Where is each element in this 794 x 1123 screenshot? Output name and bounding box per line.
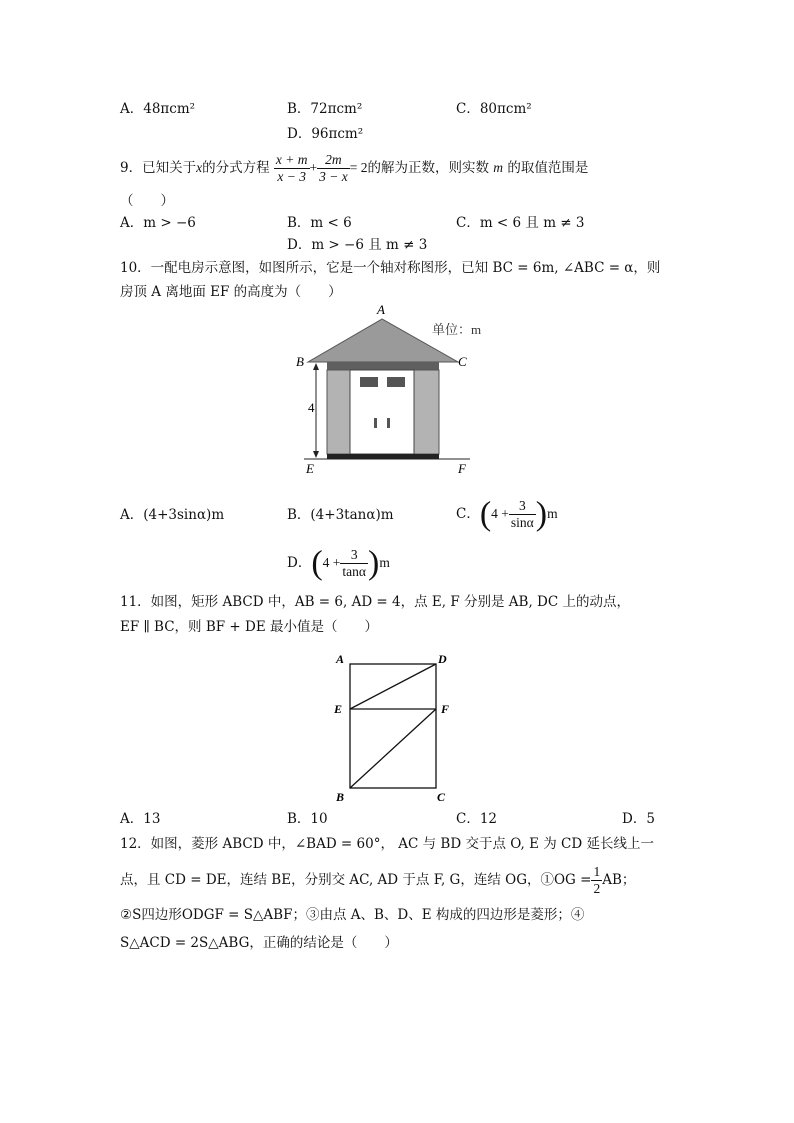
q12-stem-line2-pre: 点，且 CD = DE，连结 BE，分别交 AC, AD 于点 F, G，连结 OG，①OG = (120, 872, 592, 888)
q9-fraction-2: $\frac{2m}{3 - x}$ (319, 152, 348, 184)
label-e: E (306, 461, 314, 476)
q9-option-d: D．m > −6 且 m ≠ 3 (287, 237, 428, 253)
q9-fraction-1: $\frac{x + m}{x - 3}$ (275, 152, 308, 184)
q10-option-c-fraction: $\frac{3}{\sin\alpha}$ (510, 498, 534, 530)
q9-var-m: m (493, 160, 504, 175)
q10-option-c-unit: m (547, 506, 558, 521)
q10-stem-line2: 房顶 A 离地面 EF 的高度为（ ） (120, 284, 342, 300)
q10-option-d-unit: m (379, 555, 390, 570)
q8-option-c: C．80πcm² (456, 101, 532, 117)
q9-equals: = 2 (349, 160, 368, 175)
q12-stem-line1: 12．如图，菱形 ABCD 中，∠BAD = 60°， AC 与 BD 交于点 O, E 为 CD 延长线上一 (120, 836, 654, 852)
q10-option-d-four: 4 + (322, 555, 341, 570)
q9-plus: + (309, 160, 318, 175)
label-a: A (377, 302, 385, 317)
door-window-left (360, 377, 378, 387)
door-handle-right (387, 418, 390, 428)
q12-stem-line4: S△ACD = 2S△ABG，正确的结论是（ ） (120, 935, 398, 951)
q12-stem-line3: ②S四边形ODGF = S△ABF；③由点 A、B、D、E 构成的四边形是菱形；④ (120, 907, 585, 923)
label-b: B (296, 354, 304, 369)
unit-label: 单位：m (432, 322, 482, 337)
q10-option-d: D．(4 + $\frac{3}{\tan\alpha}$ )m (287, 544, 390, 582)
q12-stem-line2-post: AB； (602, 872, 636, 888)
q9-var-x: x (196, 160, 203, 175)
q10-option-c-four: 4 + (491, 506, 509, 521)
q11-option-a: A．13 (120, 811, 161, 827)
q8-option-a: A．48πcm² (120, 101, 196, 117)
q12-half-fraction: $\frac{1}{2}$ (593, 864, 601, 896)
q9-answer-paren: （ ） (120, 193, 174, 209)
dimension-arrow-bottom (313, 451, 319, 458)
label-f: F (458, 461, 466, 476)
q10-option-a: A．(4+3sinα)m (120, 507, 225, 523)
label-height-4: 4 (308, 400, 315, 415)
q8-option-d: D．96πcm² (287, 126, 364, 142)
q11-option-c: C．12 (456, 811, 498, 827)
q10-option-b: B．(4+3tanα)m (287, 507, 394, 523)
q9-stem-mid: 的分式方程 (202, 160, 270, 176)
label-c: C (437, 790, 446, 804)
q10-option-d-label: D． (287, 555, 312, 571)
door-window-right (387, 377, 405, 387)
q11-rectangle-figure (330, 650, 460, 805)
q10-stem-line1: 10．一配电房示意图，如图所示，它是一个轴对称图形，已知 BC = 6m, ∠ABC = α，则 (120, 260, 661, 276)
label-d: D (438, 652, 447, 666)
q11-stem-line2: EF ∥ BC，则 BF + DE 最小值是（ ） (120, 619, 378, 635)
label-f: F (441, 702, 450, 716)
segment-bf (350, 709, 436, 788)
label-c: C (458, 354, 467, 369)
q10-option-d-fraction: $\frac{3}{\tan\alpha}$ (342, 547, 366, 579)
label-e: E (334, 702, 343, 716)
q9-option-a: A．m > −6 (120, 215, 196, 231)
base-strip (327, 454, 439, 459)
q11-option-d: D．5 (622, 811, 655, 827)
q11-stem-line1: 11．如图，矩形 ABCD 中，AB = 6, AD = 4，点 E, F 分别是 AB, DC 上的动点， (120, 594, 631, 610)
q10-option-c-label: C． (456, 506, 480, 522)
q11-option-b: B．10 (287, 811, 328, 827)
q9-option-c: C．m < 6 且 m ≠ 3 (456, 215, 585, 231)
label-a: A (336, 652, 345, 666)
eave-band (327, 362, 439, 370)
q12-stem-line2 (120, 860, 635, 900)
dimension-arrow-top (313, 363, 319, 370)
rectangle-abcd (350, 664, 436, 788)
segment-de (350, 664, 436, 709)
q10-house-figure (290, 300, 500, 478)
q9-stem-post: 的解为正数，则实数 (367, 160, 489, 176)
q9-stem-pre: 9．已知关于 (120, 160, 197, 176)
q10-option-c: C．(4 + $\frac{3}{\sin\alpha}$ )m (456, 495, 558, 533)
q9-option-b: B．m < 6 (287, 215, 352, 231)
q9-stem-end: 的取值范围是 (507, 160, 589, 176)
q9-stem (120, 148, 588, 188)
label-b: B (336, 790, 345, 804)
q8-option-b: B．72πcm² (287, 101, 363, 117)
door-handle-left (374, 418, 377, 428)
